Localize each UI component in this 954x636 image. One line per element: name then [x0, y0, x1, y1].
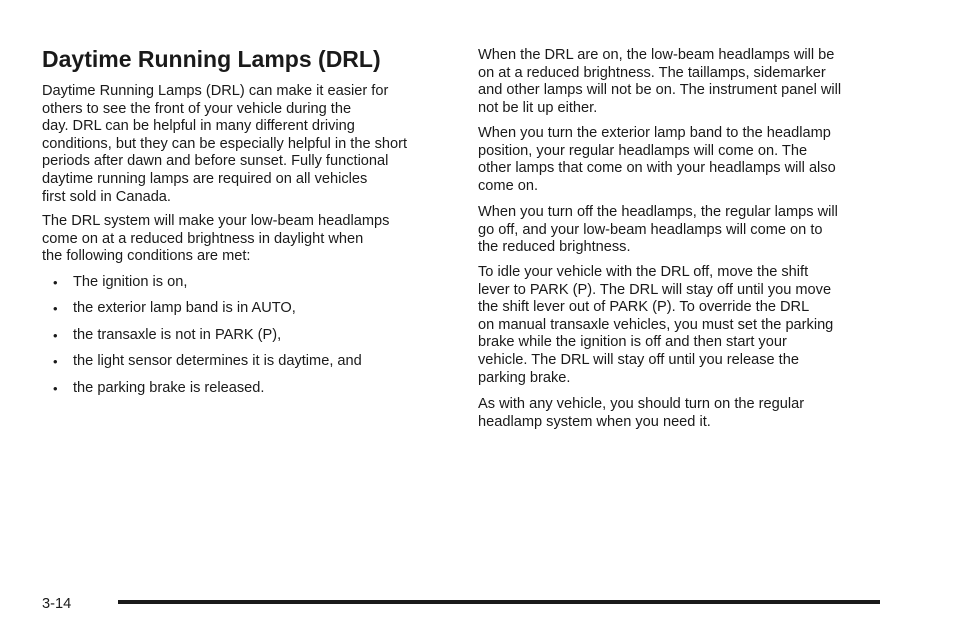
bullet-icon: • — [53, 354, 58, 370]
paragraph-line: the shift lever out of PARK (P). To override the DRL — [478, 299, 810, 316]
paragraph-line: brake while the ignition is off and then start your — [478, 334, 787, 351]
bullet-icon: • — [53, 380, 58, 396]
list-item-text: the exterior lamp band is in AUTO, — [73, 300, 296, 317]
paragraph-line: the reduced brightness. — [478, 239, 631, 256]
list-item — [42, 380, 452, 398]
paragraph-line: headlamp system when you need it. — [478, 413, 711, 430]
drl-on-paragraph — [478, 47, 888, 117]
paragraph-line: When the DRL are on, the low-beam headlamps will be — [478, 47, 835, 63]
paragraph-line: vehicle. The DRL will stay off until you release the — [478, 351, 799, 368]
paragraph-line: When you turn off the headlamps, the regular lamps will — [478, 204, 838, 220]
intro-line: periods after dawn and before sunset. Fully functional — [42, 153, 389, 170]
conditions-list — [42, 274, 452, 406]
regular-headlamp-paragraph — [478, 396, 888, 431]
list-item — [42, 353, 452, 371]
idle-paragraph — [478, 264, 888, 387]
paragraph-line: To idle your vehicle with the DRL off, move the shift — [478, 264, 809, 280]
page-number: 3-14 — [42, 596, 72, 612]
intro-line: first sold in Canada. — [42, 188, 171, 205]
paragraph-line: As with any vehicle, you should turn on the regular — [478, 396, 805, 412]
footer-rule — [118, 600, 880, 604]
intro-paragraph — [42, 83, 452, 206]
system-line: come on at a reduced brightness in daylight when — [42, 230, 364, 247]
page-title: Daytime Running Lamps (DRL) — [42, 46, 381, 72]
paragraph-line: go off, and your low-beam headlamps will come on to — [478, 221, 823, 238]
headlamp-position-paragraph — [478, 125, 888, 195]
intro-line: day. DRL can be helpful in many different driving — [42, 118, 355, 135]
system-line: The DRL system will make your low-beam headlamps — [42, 213, 390, 229]
list-item — [42, 327, 452, 345]
list-item — [42, 300, 452, 318]
list-item — [42, 274, 452, 292]
paragraph-line: lever to PARK (P). The DRL will stay off until you move — [478, 281, 832, 298]
paragraph-line: on at a reduced brightness. The taillamps, sidemarker — [478, 64, 826, 81]
paragraph-line: on manual transaxle vehicles, you must set the parking — [478, 316, 834, 333]
bullet-icon: • — [53, 327, 58, 343]
list-item-text: The ignition is on, — [73, 274, 188, 290]
intro-line: conditions, but they can be especially helpful in the short — [42, 135, 408, 152]
system-line: the following conditions are met: — [42, 248, 251, 265]
paragraph-line: come on. — [478, 177, 539, 194]
paragraph-line: When you turn the exterior lamp band to the headlamp — [478, 125, 831, 141]
paragraph-line: position, your regular headlamps will come on. The — [478, 142, 808, 159]
intro-line: Daytime Running Lamps (DRL) can make it easier for — [42, 83, 389, 99]
headlamps-off-paragraph — [478, 204, 888, 257]
system-paragraph — [42, 213, 452, 266]
paragraph-line: parking brake. — [478, 369, 571, 386]
paragraph-line: not be lit up either. — [478, 99, 598, 116]
paragraph-line: and other lamps will not be on. The instrument panel will — [478, 82, 842, 99]
paragraph-line: other lamps that come on with your headlamps will also — [478, 160, 836, 177]
intro-line: others to see the front of your vehicle during the — [42, 100, 352, 117]
intro-line: daytime running lamps are required on all vehicles — [42, 170, 368, 187]
list-item-text: the transaxle is not in PARK (P), — [73, 326, 282, 343]
list-item-text: the parking brake is released. — [73, 379, 265, 396]
bullet-icon: • — [53, 275, 58, 290]
bullet-icon: • — [53, 301, 58, 317]
list-item-text: the light sensor determines it is daytime, and — [73, 353, 362, 370]
